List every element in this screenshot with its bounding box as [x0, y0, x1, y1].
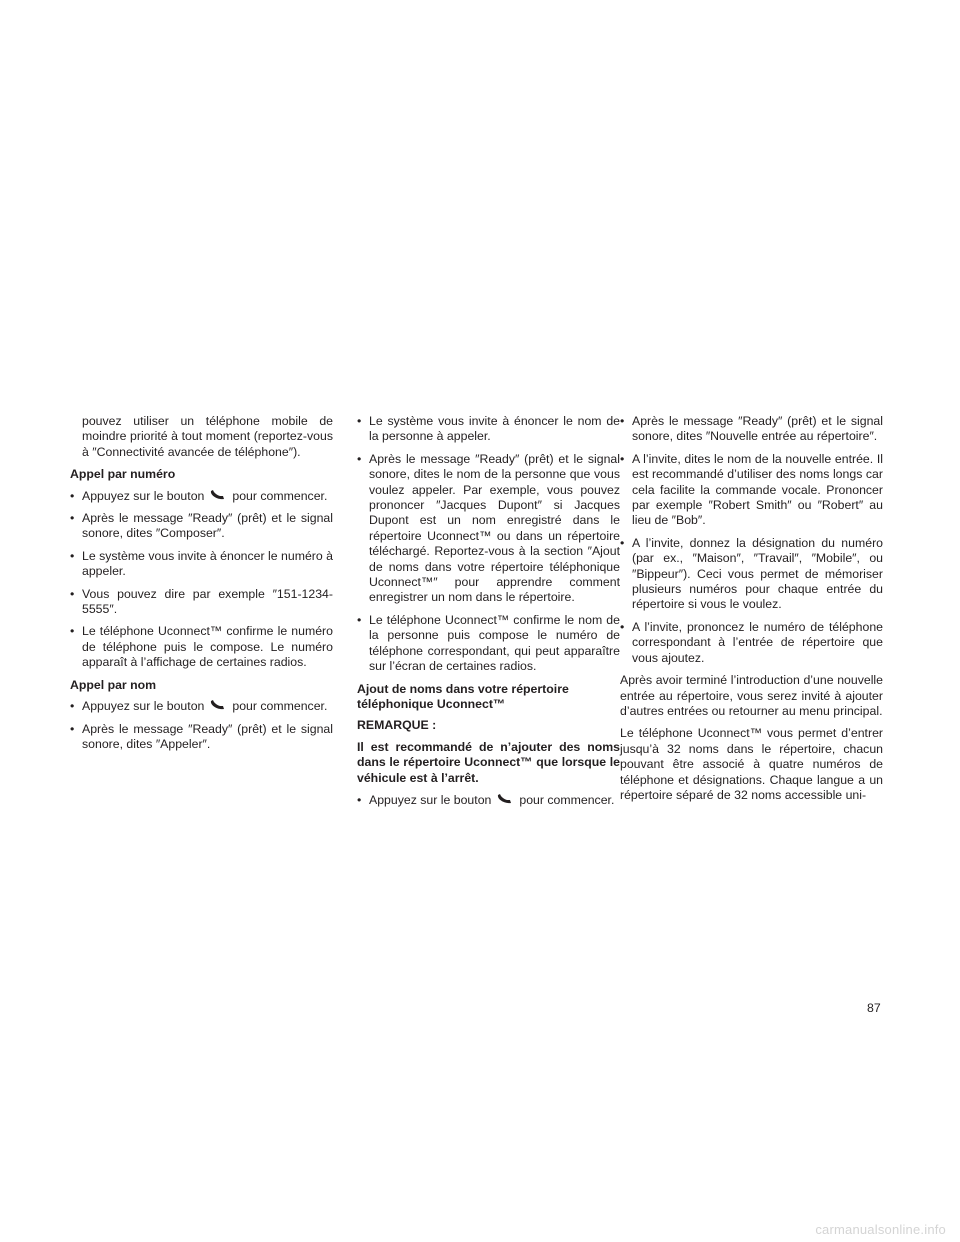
item-text-pre: Appuyez sur le bouton [82, 488, 205, 503]
list-item [70, 549, 333, 580]
list-appel-numero [70, 489, 333, 671]
bullet: • [620, 619, 625, 634]
column-middle [357, 414, 620, 815]
list-ajout-suite [620, 414, 883, 666]
item-text: Le téléphone Uconnect™ confirme le numéro de téléphone puis le compose. Le numéro apparaît à l’affichage de certaines radios. [82, 624, 333, 670]
list-item [70, 587, 333, 618]
list-item [620, 620, 883, 666]
intro-paragraph: pouvez utiliser un téléphone mobile de moindre priorité à tout moment (reportez-vous à ″Connectivité avancée de téléphone″). [82, 414, 333, 459]
bullet: • [357, 451, 362, 466]
item-text: Après le message ″Ready″ (prêt) et le signal sonore, dites ″Appeler″. [82, 721, 333, 751]
list-item [357, 452, 620, 606]
list-item [70, 624, 333, 670]
list-item [620, 414, 883, 445]
paragraph: Le téléphone Uconnect™ vous permet d’entrer jusqu’à 32 noms dans le répertoire, chacun pouvant être associé à quatre numéros de téléphone et désignations. Chaque langue a un répertoire séparé de 32 noms accessible uni- [620, 726, 883, 802]
phone-icon [208, 489, 230, 501]
item-text: Le système vous invite à énoncer le numéro à appeler. [82, 548, 333, 579]
list-item [70, 489, 333, 504]
item-text: Vous pouvez dire par exemple ″151-1234-5555″. [82, 586, 333, 617]
item-text-post: pour commencer. [232, 699, 328, 714]
list-item [357, 793, 620, 808]
bullet: • [620, 451, 625, 466]
bullet: • [620, 535, 625, 550]
watermark: carmanualsonline.info [815, 1222, 946, 1237]
item-text-post: pour commencer. [519, 792, 615, 807]
bullet: • [70, 586, 75, 601]
item-text: Après le message ″Ready″ (prêt) et le signal sonore, dites ″Nouvelle entrée au répertoire″. [632, 414, 883, 444]
bullet: • [70, 624, 75, 639]
bullet: • [357, 612, 362, 627]
bullet: • [357, 792, 362, 807]
bullet: • [620, 414, 625, 428]
heading-ajout-de-noms: Ajout de noms dans votre répertoire téléphonique Uconnect™ [357, 681, 569, 711]
list-ajout [357, 793, 620, 808]
item-text: A l’invite, donnez la désignation du numéro (par ex., ″Maison″, ″Travail″, ″Mobile″, ou ″Bippeur″). Ceci vous permet de mémoriser plusieurs numéros pour chaque entrée du répertoire si vous le voulez. [632, 535, 883, 612]
list-appel-nom-suite [357, 414, 620, 675]
item-text: Après le message ″Ready″ (prêt) et le signal sonore, dites le nom de la personne que vous voulez appeler. Par exemple, vous pouvez prononcer ″Jacques Dupont″ si Jacques Dupont est un nom enregistré dans le répertoire Uconnect™ ou dans un répertoire téléchargé. Reportez-vous à la section ″Ajout de noms dans votre répertoire téléphonique Uconnect™″ pour apprendre comment enregistrer un nom dans le répertoire. [369, 451, 620, 605]
list-item [70, 699, 333, 714]
remarque-text: Il est recommandé de n’ajouter des noms dans le répertoire Uconnect™ que lorsque le véhicule est à l’arrêt. [357, 739, 620, 785]
item-text-post: pour commencer. [232, 488, 328, 503]
item-text: Après le message ″Ready″ (prêt) et le signal sonore, dites ″Composer″. [82, 511, 333, 541]
item-text: A l’invite, prononcez le numéro de téléphone correspondant à l’entrée de répertoire que vous ajoutez. [632, 619, 883, 665]
bullet: • [70, 511, 75, 526]
item-text: Le système vous invite à énoncer le nom de la personne à appeler. [369, 414, 620, 444]
list-item [357, 613, 620, 675]
item-text-pre: Appuyez sur le bouton [369, 792, 492, 807]
remarque-label: REMARQUE : [357, 718, 437, 733]
page-number: 87 [867, 1001, 881, 1015]
heading-appel-par-nom: Appel par nom [70, 677, 157, 692]
column-right [620, 414, 883, 810]
bullet: • [70, 721, 75, 736]
heading-appel-par-numero: Appel par numéro [70, 467, 176, 482]
phone-icon [495, 793, 517, 805]
item-text-pre: Appuyez sur le bouton [82, 699, 205, 714]
bullet: • [357, 414, 362, 428]
bullet: • [70, 488, 75, 503]
list-item [70, 511, 333, 542]
list-appel-nom [70, 699, 333, 752]
item-text: A l’invite, dites le nom de la nouvelle entrée. Il est recommandé d’utiliser des noms longs car cela facilite la commande vocale. Prononcer par exemple ″Robert Smith″ ou ″Robert″ au lieu de ″Bob″. [632, 451, 883, 528]
list-item [620, 452, 883, 529]
list-item [70, 722, 333, 753]
bullet: • [70, 699, 75, 714]
column-left [70, 414, 333, 759]
paragraph: Après avoir terminé l’introduction d’une nouvelle entrée au répertoire, vous serez invité à ajouter d’autres entrées ou retourner au menu principal. [620, 673, 883, 718]
item-text: Le téléphone Uconnect™ confirme le nom de la personne puis compose le numéro de téléphone correspondant, qui peut apparaître sur l’écran de certaines radios. [369, 612, 620, 674]
bullet: • [70, 548, 75, 563]
list-item [620, 536, 883, 613]
phone-icon [208, 699, 230, 711]
list-item [357, 414, 620, 445]
